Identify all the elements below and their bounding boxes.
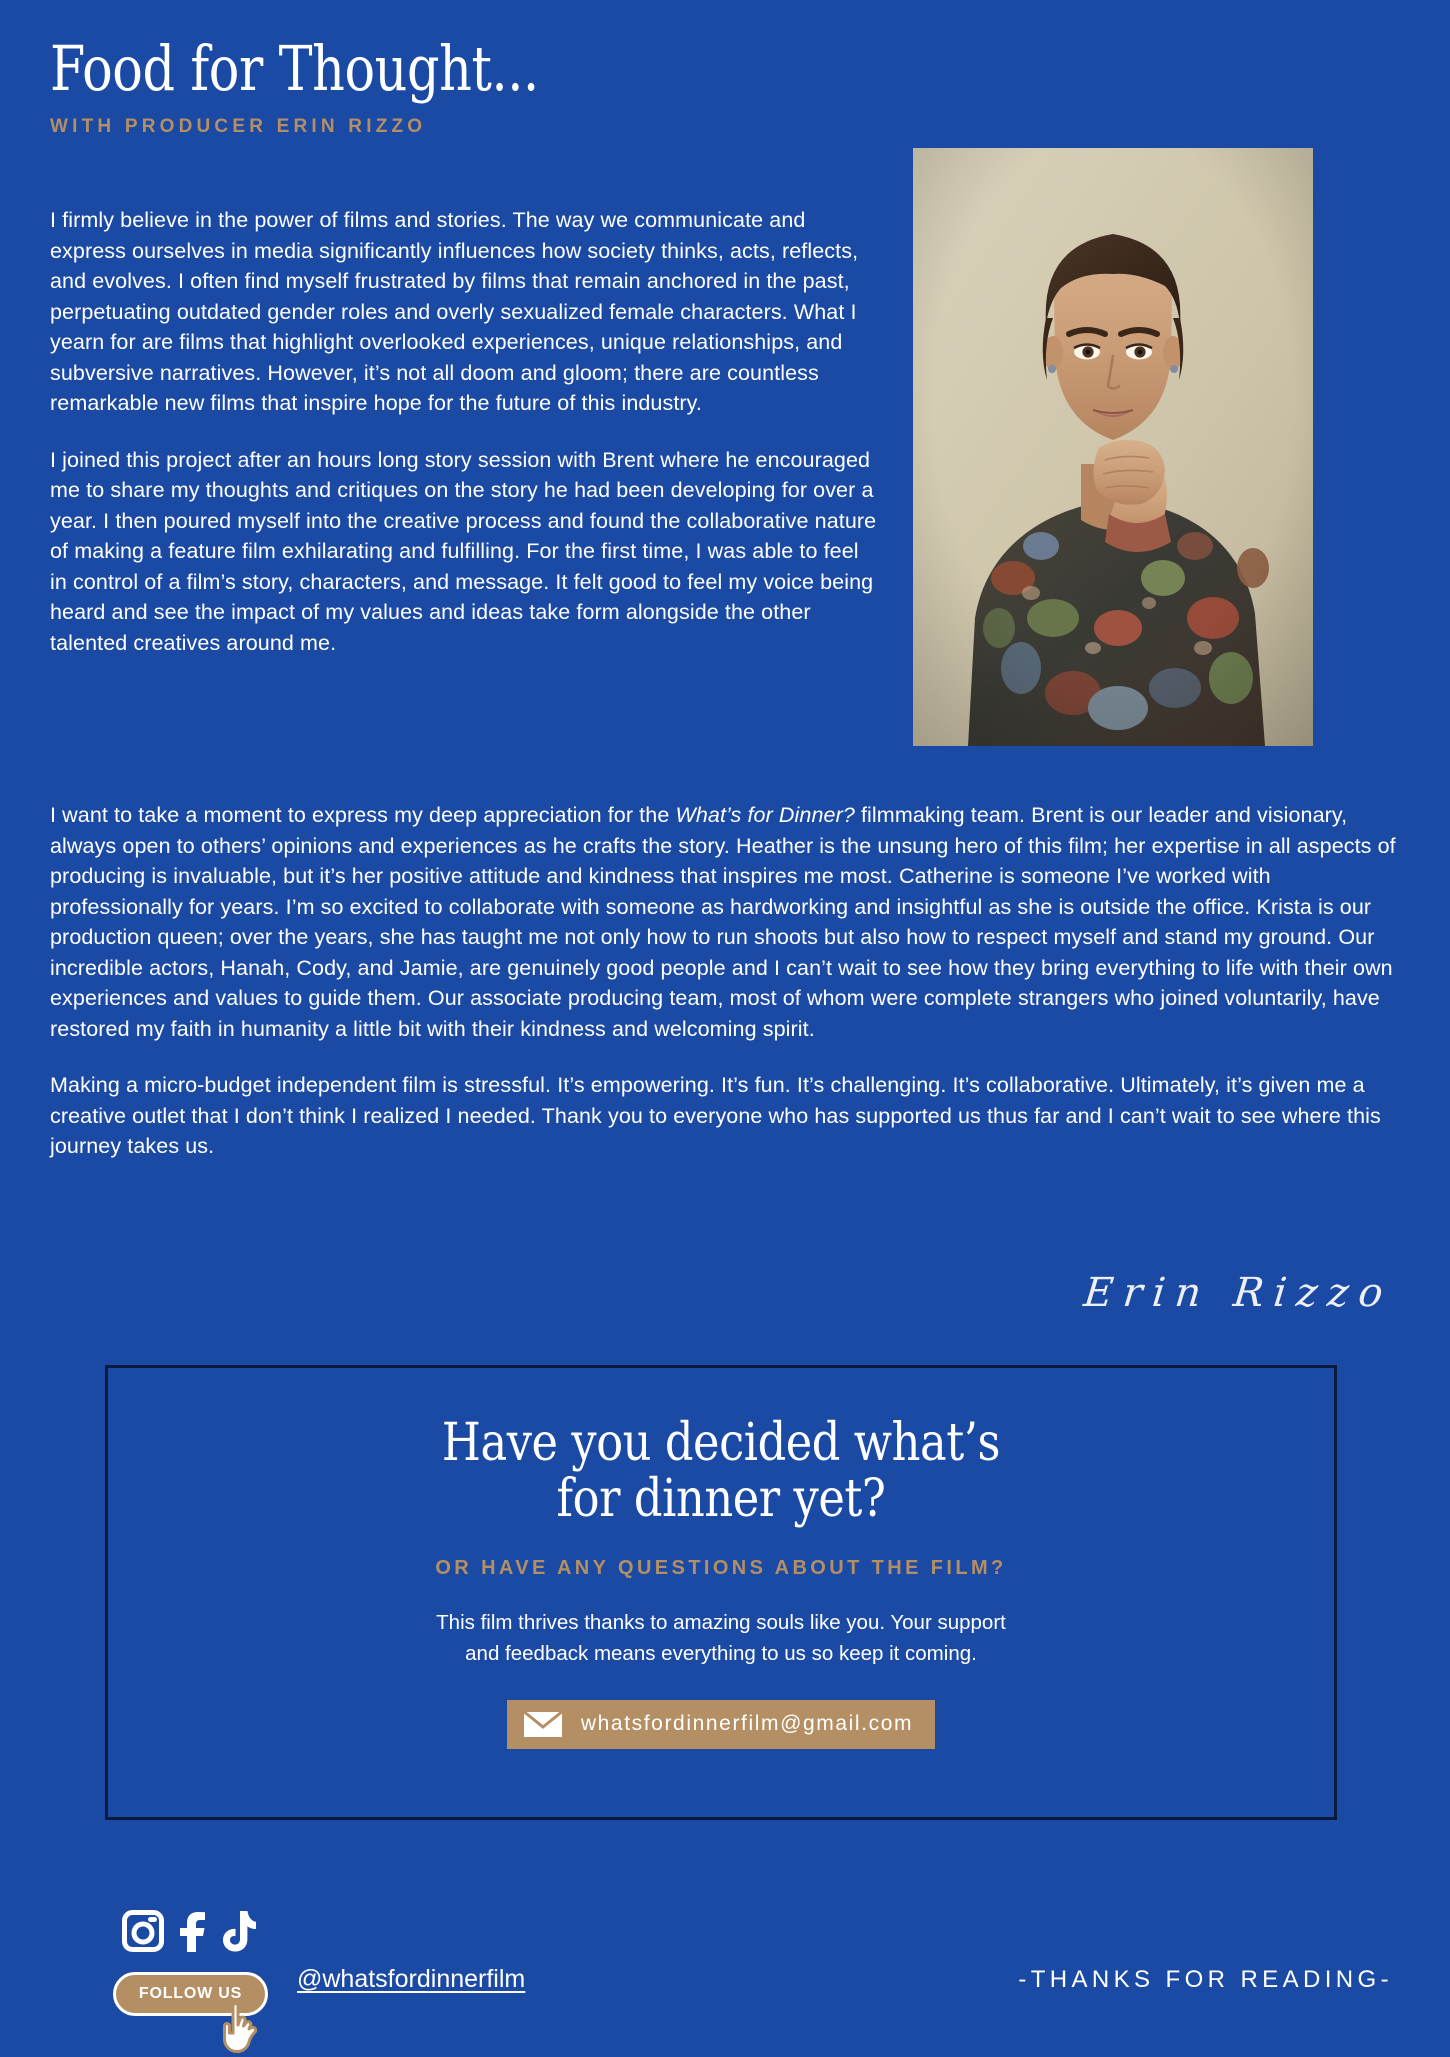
hand-cursor-icon	[216, 1999, 268, 2057]
film-title-italic: What’s for Dinner?	[675, 803, 855, 827]
paragraph-3-rest: filmmaking team. Brent is our leader and visionary, always open to others’ opinions and experiences as he crafts the story. Heather is the unsung hero of this film; her expertise in all aspects of producing is invaluable, but it’s her positive attitude and kindness that inspires me most. Catherine is someone I’ve worked with professionally for years. I’m so excited to collaborate with someone as hardworking and insightful as she is outside the office. Krista is our production queen; over the years, she has taught me not only how to run shoots but also how to respect myself and stand my ground. Our incredible actors, Hanah, Cody, and Jamie, are genuinely good people and I can’t wait to see how they bring everything to life with their own experiences and values to guide them. Our associate producing team, most of whom were complete strangers who joined voluntarily, have restored my faith in humanity a little bit with their kindness and welcoming spirit.	[50, 803, 1396, 1041]
cta-heading	[194, 1413, 1248, 1530]
follow-us-control	[113, 1972, 293, 2044]
signature: Erin Rizzo	[1081, 1270, 1396, 1316]
article-paragraph-2: I joined this project after an hours long story session with Brent where he encouraged me to share my thoughts and critiques on the story he had been developing for over a year. I then poured myself into the creative process and found the collaborative nature of making a feature film exhilarating and fulfilling. For the first time, I was able to feel in control of a film’s story, characters, and message. It felt good to feel my voice being heard and see the impact of my values and ideas take form alongside the other talented creatives around me.	[50, 447, 877, 655]
portrait-image	[913, 148, 1313, 746]
cta-body-line-2: and feedback means everything to us so keep it coming.	[465, 1642, 977, 1666]
article-paragraph-4: Making a micro-budget independent film is stressful. It’s empowering. It’s fun. It’s challenging. It’s collaborative. Ultimately, it’s given me a creative outlet that I don’t think I realized I needed. Thank you to everyone who has supported us thus far and I can’t wait to see where this journey takes us.	[50, 1073, 1381, 1159]
cta-heading-line-2: for dinner yet?	[556, 1469, 886, 1530]
cta-body-line-1: This film thrives thanks to amazing souls like you. Your support	[436, 1611, 1006, 1635]
article-paragraph-1: I firmly believe in the power of films and stories. The way we communicate and express ourselves in media significantly influences how society thinks, acts, reflects, and evolves. I often find myself frustrated by films that remain anchored in the past, perpetuating outdated gender roles and overly sexualized female characters. What I yearn for are films that highlight overlooked experiences, unique relationships, and subversive narratives. However, it’s not all doom and gloom; there are countless remarkable new films that inspire hope for the future of this industry.	[50, 208, 859, 416]
envelope-icon	[521, 1709, 565, 1740]
producer-portrait	[913, 148, 1313, 746]
page-title: Food for Thought...	[50, 32, 539, 105]
facebook-icon[interactable]	[178, 1910, 206, 1952]
article-full-text	[50, 800, 1400, 1188]
instagram-icon[interactable]	[122, 1910, 164, 1952]
header	[50, 32, 950, 138]
social-icon-row	[122, 1910, 256, 1952]
email-address: whatsfordinnerfilm@gmail.com	[580, 1712, 914, 1736]
cta-body	[108, 1608, 1334, 1670]
article-column-text	[50, 205, 880, 684]
tiktok-icon[interactable]	[220, 1910, 256, 1952]
email-button[interactable]	[507, 1700, 935, 1749]
cta-subheading: OR HAVE ANY QUESTIONS ABOUT THE FILM?	[435, 1557, 1007, 1580]
article-paragraph-3	[50, 800, 1400, 1044]
page-subtitle: WITH PRODUCER ERIN RIZZO	[50, 116, 427, 137]
cta-box	[105, 1365, 1337, 1820]
follow-us-label: FOLLOW US	[138, 1985, 243, 2002]
thanks-for-reading: -THANKS FOR READING-	[1018, 1966, 1393, 1993]
cta-heading-line-1: Have you decided what’s	[441, 1413, 1001, 1473]
social-handle-link[interactable]: @whatsfordinnerfilm	[297, 1965, 526, 1993]
paragraph-3-lead: I want to take a moment to express my deep appreciation for the	[50, 803, 676, 827]
